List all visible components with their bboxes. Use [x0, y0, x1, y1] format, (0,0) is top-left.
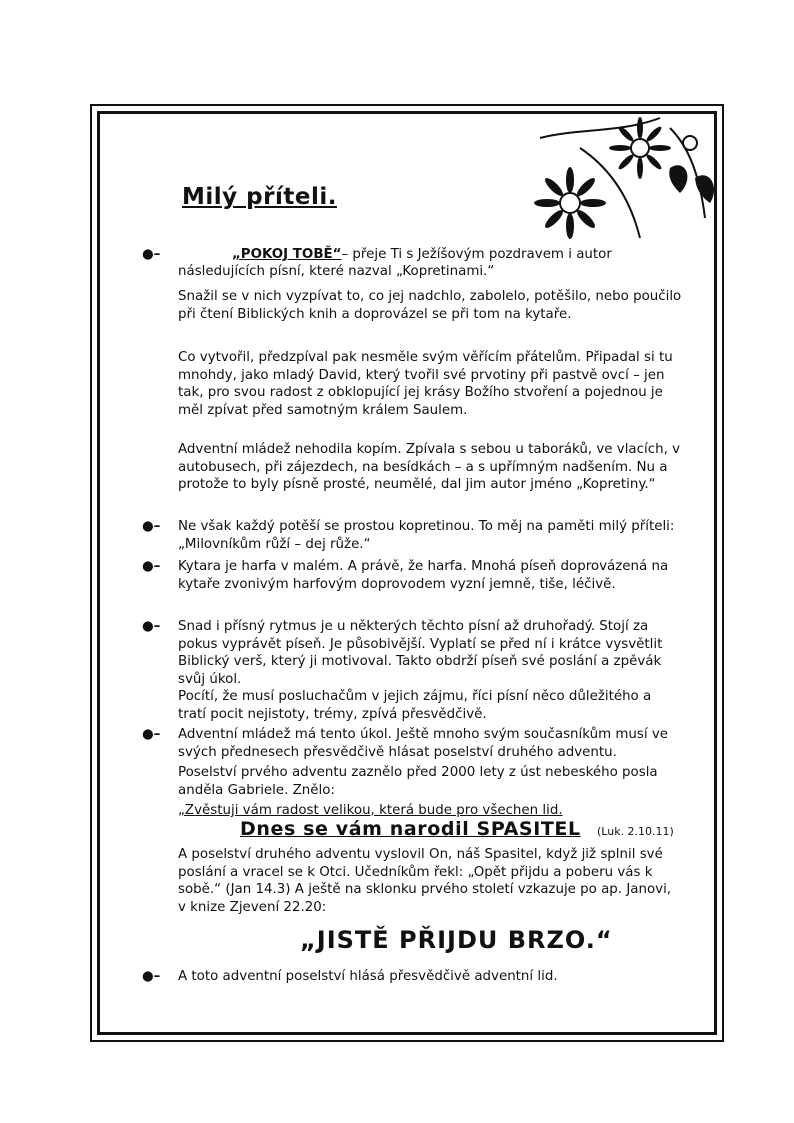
flower-illustration-icon: [520, 108, 724, 244]
paragraph-5-block1: Adventní mládež má tento úkol. Ještě mnoho svým současníkům musí ve svých přednesech přesvědčivě hlásat poselství druhého adventu.: [178, 727, 669, 760]
paragraph-5-block2: Poselství prvého adventu zaznělo před 2000 lety z úst nebeského posla anděla Gabriele. Znělo:: [178, 765, 658, 798]
bullet-marker: ●–: [142, 519, 161, 534]
paragraph-3-text: Kytara je harfa v malém. A právě, že harfa. Mnohá píseň doprovázená na kytaře zvonivým harfovým doprovodem vyzní jemně, tiše, léčivě.: [178, 559, 669, 592]
bullet-marker: ●–: [142, 727, 161, 742]
greeting-quote: „POKOJ TOBĚ“: [232, 247, 342, 262]
paragraph-6-text: A toto adventní poselství hlásá přesvědčivě adventní lid.: [178, 969, 558, 984]
paragraph-1-block1: Snažil se v nich vyzpívat to, co jej nadchlo, zabolelo, potěšilo, nebo poučilo při čtení Biblických knih a doprovázel se při tom na kytaře.: [178, 289, 682, 322]
greeting-rest: – přeje Ti s Ježíšovým pozdravem i autor: [341, 247, 612, 262]
jiste-prijdu-headline: „JISTĚ PŘIJDU BRZO.“: [300, 926, 613, 954]
luke-reference: (Luk. 2.10.11): [597, 825, 674, 838]
paragraph-4-block1: Snad i přísný rytmus je u některých těchto písní až druhořadý. Stojí za pokus vyprávět píseň. Je působivější. Vyplatí se před ní i krátce vysvětlit Biblický verš, který ji motivoval. Takto obdrží píseň své poslání a zpěvák svůj úkol.: [178, 619, 663, 687]
paragraph-4-block2: Pocítí, že musí posluchačům v jejich zájmu, říci písní něco důležitého a tratí pocit nejistoty, trémy, zpívá přesvědčivě.: [178, 689, 652, 722]
paragraph-1-block3: Adventní mládež nehodila kopím. Zpívala s sebou u taboráků, ve vlacích, v autobusech, při zájezdech, na besídkách – a s upřímným nadšením. Nu a protože to byly písně prosté, neumělé, dal jim autor jméno „Kopretiny.“: [178, 442, 681, 492]
paragraph-5-block3: A poselství druhého adventu vyslovil On, náš Spasitel, když již splnil své poslání a vracel se k Otci. Učedníkům řekl: „Opět přijdu a poberu vás k sobě.“ (Jan 14.3) A ještě na sklonku prvého století vzkazuje po ap. Janovi, v knize Zjevení 22.20:: [178, 847, 672, 915]
bullet-marker: ●–: [142, 247, 161, 262]
bullet-marker: ●–: [142, 969, 161, 984]
paragraph-2-text: Ne však každý potěší se prostou kopretinou. To měj na paměti milý příteli: „Milovníkům růží – dej růže.“: [178, 519, 675, 552]
paragraph-1-block2: Co vytvořil, předzpíval pak nesměle svým věřícím přátelům. Připadal si tu mnohdy, jako mladý David, který tvořil své prvotiny při pastvě ovcí – jen tak, pro svou radost z obklopující jej krásy Božího stvoření a pojednou je měl zpívat před samotným králem Saulem.: [178, 350, 673, 418]
spasitel-headline: Dnes se vám narodil SPASITEL: [240, 818, 581, 840]
page-title: Milý příteli.: [182, 184, 337, 210]
paragraph-1-line2: následujících písní, které nazval „Kopretinami.“: [178, 264, 495, 279]
bullet-marker: ●–: [142, 559, 161, 574]
bullet-marker: ●–: [142, 619, 161, 634]
quote-line: „Zvěstuji vám radost velikou, která bude pro všechen lid.: [178, 803, 563, 818]
